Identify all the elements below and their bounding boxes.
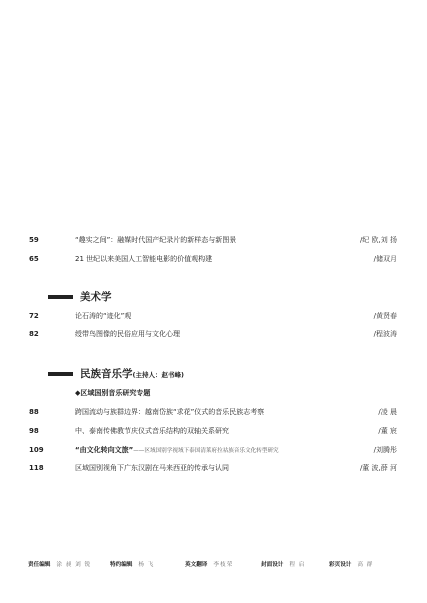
credit-label: 英文翻译 <box>185 562 208 568</box>
article-subtitle: ——区域国别学视域下泰国清莱府拉祜族音乐文化转型研究 <box>133 448 279 454</box>
article-title-main: 中、泰南传佛教节庆仪式音乐结构的双轴关系研究 <box>75 427 229 435</box>
article-title <box>75 443 279 458</box>
credit-label: 责任编辑 <box>28 562 51 568</box>
toc-entry[interactable] <box>0 233 427 247</box>
credit-editor <box>28 559 91 571</box>
toc-entry[interactable] <box>0 252 427 266</box>
toc-entry[interactable] <box>0 405 427 419</box>
credit-label: 封面设计 <box>261 562 284 568</box>
article-author: /纪 欧,刘 扬 <box>359 236 397 244</box>
article-author: /黄贤春 <box>373 312 397 320</box>
credit-cover-design <box>261 559 305 571</box>
credits-bar <box>28 559 403 571</box>
credit-special-editor <box>110 559 154 571</box>
article-title-main: 跨国流动与族群边界：越南岱族“求花”仪式的音乐民族志考察 <box>75 408 265 416</box>
article-title <box>75 405 264 420</box>
page-number: 72 <box>29 312 39 320</box>
credit-name: 高 群 <box>357 562 374 568</box>
credit-name: 李枝荣 <box>213 562 234 568</box>
credit-name: 杨 飞 <box>138 562 155 568</box>
credit-label: 彩页设计 <box>329 562 352 568</box>
section-title: 美术学 <box>80 291 112 303</box>
subsection-heading: ◆区域国别音乐研究专题 <box>75 389 151 397</box>
section-title-text: 民族音乐学 <box>80 368 133 380</box>
toc-entry[interactable] <box>0 327 427 341</box>
article-title: “趣实之间”：融媒时代国产纪录片的新样态与新图景 <box>75 236 237 244</box>
article-author: /董 宸 <box>378 427 397 435</box>
article-title: 绶带鸟图像的民俗应用与文化心理 <box>75 330 180 338</box>
article-title <box>75 461 229 476</box>
credit-translator <box>185 559 233 571</box>
article-title-main: 区域国别视角下广东汉剧在马来西亚的传承与认同 <box>75 464 229 472</box>
credit-label: 特约编辑 <box>110 562 133 568</box>
section-heading-art <box>0 289 427 305</box>
page-number: 82 <box>29 330 39 338</box>
section-bar <box>48 295 73 299</box>
article-author: /凌 晨 <box>378 408 397 416</box>
article-title <box>75 424 229 439</box>
toc-entry[interactable] <box>0 309 427 323</box>
article-title: 21 世纪以来美国人工智能电影的价值观构建 <box>75 255 213 263</box>
toc-entry[interactable] <box>0 424 427 438</box>
article-author: /程波涛 <box>373 330 397 338</box>
page-number: 59 <box>29 236 39 244</box>
page-number: 118 <box>29 464 44 472</box>
article-author: /董 波,薛 河 <box>359 464 397 472</box>
credit-name: 程 启 <box>289 562 306 568</box>
article-title: 论石涛的“迹化”观 <box>75 312 132 320</box>
article-title-main: “由文化转向文旅” <box>75 446 134 454</box>
article-author: /刘腾彤 <box>373 446 397 454</box>
page-number: 109 <box>29 446 44 454</box>
page-number: 65 <box>29 255 39 263</box>
section-heading-music <box>0 366 427 382</box>
credit-color-page-design <box>329 559 373 571</box>
toc-entry[interactable] <box>0 461 427 475</box>
section-title <box>80 366 184 383</box>
toc-entry[interactable] <box>0 443 427 457</box>
credit-name: 涂 昶 刘 锐 <box>56 562 92 568</box>
section-host: (主持人：赵书峰) <box>132 371 184 379</box>
page-number: 98 <box>29 427 39 435</box>
article-author: /储双月 <box>373 255 397 263</box>
page-number: 88 <box>29 408 39 416</box>
section-bar <box>48 372 73 376</box>
